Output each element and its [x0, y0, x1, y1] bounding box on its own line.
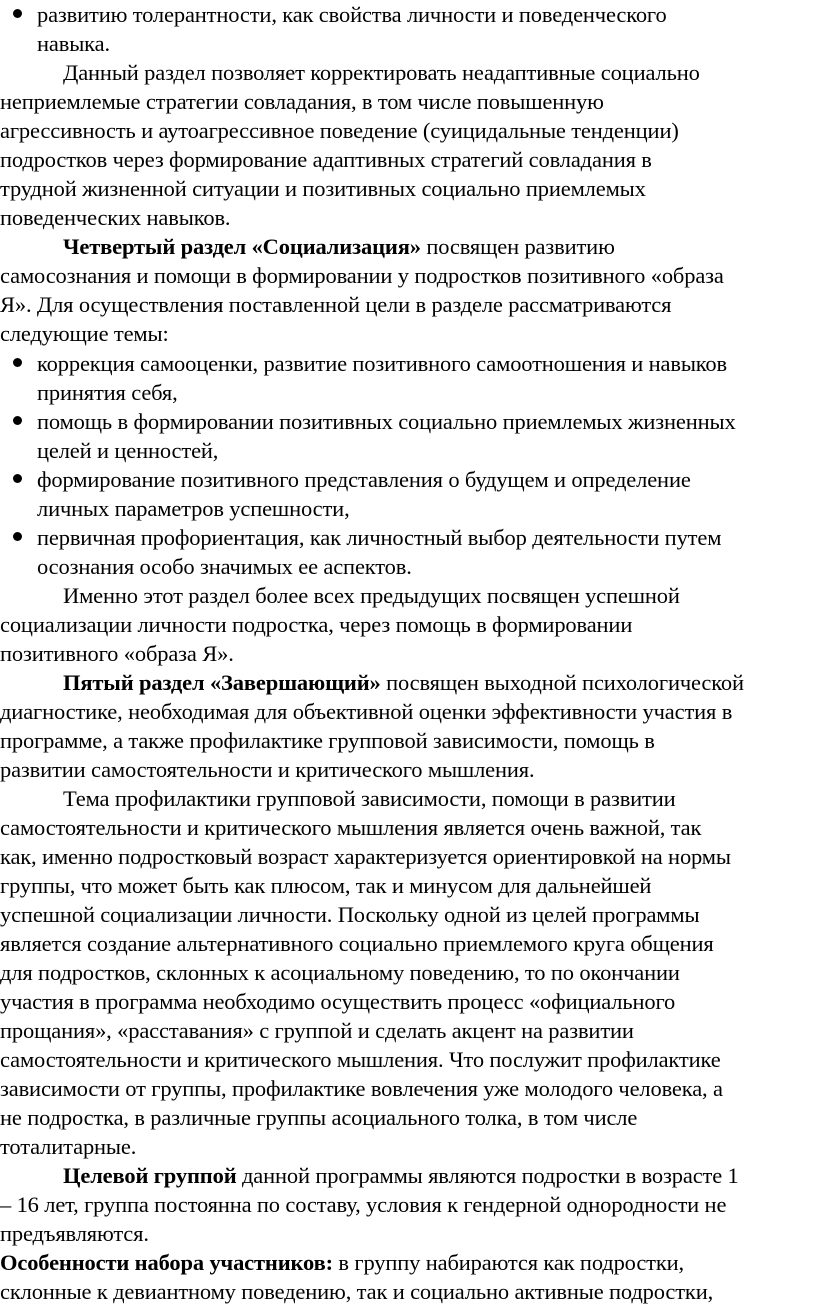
text-line: помощь в формировании позитивных социально приемлемых жизненных: [37, 409, 736, 434]
text-line: позитивного «образа Я».: [0, 641, 234, 666]
text-line: зависимости от группы, профилактике вовлечения уже молодого человека, а: [0, 1076, 723, 1101]
text-line: для подростков, склонных к асоциальному поведению, то по окончании: [0, 960, 680, 985]
text-line: трудной жизненной ситуации и позитивных социально приемлемых: [0, 176, 646, 201]
text-line: Я». Для осуществления поставленной цели в разделе рассматриваются: [0, 292, 672, 317]
section-heading-line: [0, 1248, 684, 1277]
bullet-marker: [13, 9, 22, 18]
text-line: как, именно подростковый возраст характеризуется ориентировкой на нормы: [0, 844, 731, 869]
heading-continuation: данной программы являются подростки в возрасте 1: [236, 1163, 739, 1188]
text-line: подростков через формирование адаптивных стратегий совладания в: [0, 147, 652, 172]
bullet-marker: [13, 532, 22, 541]
text-line: участия в программа необходимо осуществить процесс «официального: [0, 989, 676, 1014]
section-heading-line: [63, 1161, 739, 1190]
text-line: социализации личности подростка, через помощь в формировании: [0, 612, 633, 637]
text-line: неприемлемые стратегии совладания, в том числе повышенную: [0, 89, 604, 114]
text-line: диагностике, необходимая для объективной оценки эффективности участия в: [0, 699, 733, 724]
text-line: программе, а также профилактике групповой зависимости, помощь в: [0, 728, 655, 753]
text-line: – 16 лет, группа постоянна по составу, условия к гендерной однородности не: [0, 1192, 727, 1217]
bullet-marker: [13, 474, 22, 483]
text-line: склонные к девиантному поведению, так и социально активные подростки,: [0, 1279, 714, 1304]
bullet-marker: [13, 358, 22, 367]
section-heading-line: [63, 668, 744, 697]
text-line: следующие темы:: [0, 321, 169, 346]
text-line: первичная профориентация, как личностный выбор деятельности путем: [37, 525, 722, 550]
text-line: личных параметров успешности,: [37, 496, 350, 521]
heading-continuation: посвящен развитию: [420, 234, 615, 259]
text-line: Данный раздел позволяет корректировать неадаптивные социально: [63, 60, 700, 85]
text-line: принятия себя,: [37, 380, 178, 405]
section-heading: Четвертый раздел «Социализация»: [63, 234, 421, 259]
text-line: тоталитарные.: [0, 1134, 137, 1159]
text-line: коррекция самооценки, развитие позитивного самоотношения и навыков: [37, 351, 727, 376]
text-line: Именно этот раздел более всех предыдущих посвящен успешной: [63, 583, 680, 608]
text-line: группы, что может быть как плюсом, так и минусом для дальнейшей: [0, 873, 652, 898]
heading-continuation: посвящен выходной психологической: [380, 670, 744, 695]
text-line: прощания», «расставания» с группой и сделать акцент на развитии: [0, 1018, 634, 1043]
text-line: самостоятельности и критического мышления является очень важной, так: [0, 815, 702, 840]
bullet-marker: [13, 416, 22, 425]
text-line: агрессивность и аутоагрессивное поведение (суицидальные тенденции): [0, 118, 679, 143]
text-line: формирование позитивного представления о будущем и определение: [37, 467, 691, 492]
heading-continuation: в группу набираются как подростки,: [332, 1250, 685, 1275]
text-line: навыка.: [37, 31, 110, 56]
text-line: не подростка, в различные группы асоциального толка, в том числе: [0, 1105, 638, 1130]
text-line: развитии самостоятельности и критического мышления.: [0, 757, 535, 782]
section-heading-line: [63, 232, 615, 261]
section-heading: Пятый раздел «Завершающий»: [63, 670, 381, 695]
section-heading: Целевой группой: [63, 1163, 237, 1188]
section-heading: Особенности набора участников:: [0, 1250, 333, 1275]
text-line: является создание альтернативного социально приемлемого круга общения: [0, 931, 714, 956]
text-line: развитию толерантности, как свойства личности и поведенческого: [37, 2, 667, 27]
text-line: осознания особо значимых ее аспектов.: [37, 554, 412, 579]
text-line: целей и ценностей,: [37, 438, 219, 463]
text-line: успешной социализации личности. Поскольку одной из целей программы: [0, 902, 700, 927]
text-line: поведенческих навыков.: [0, 205, 231, 230]
text-line: Тема профилактики групповой зависимости, помощи в развитии: [63, 786, 676, 811]
text-line: самосознания и помощи в формировании у подростков позитивного «образа: [0, 263, 724, 288]
text-line: предъявляются.: [0, 1221, 149, 1246]
text-line: самостоятельности и критического мышления. Что послужит профилактике: [0, 1047, 721, 1072]
